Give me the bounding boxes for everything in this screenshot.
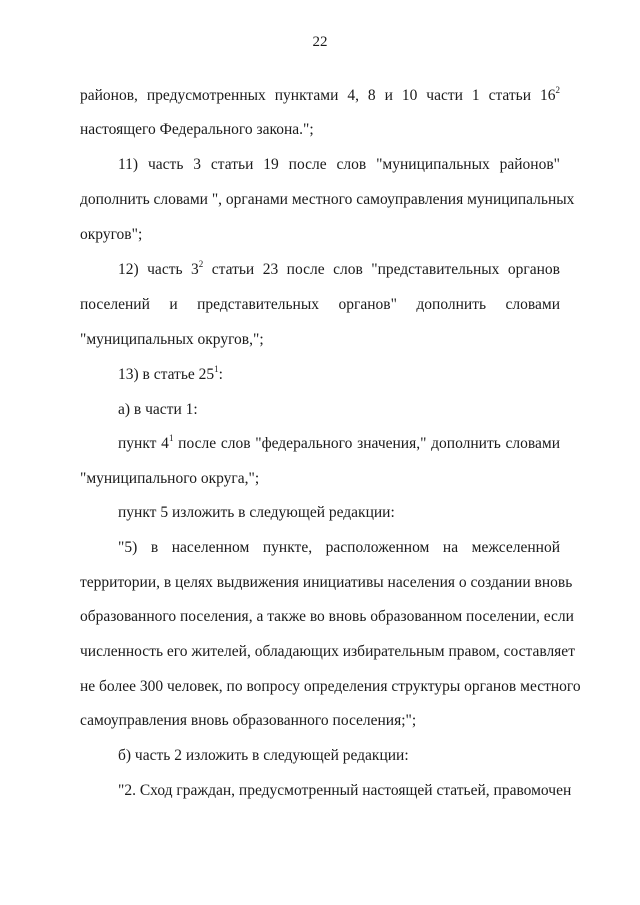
text-line xyxy=(118,434,560,454)
superscript: 1 xyxy=(214,364,219,374)
text-line-content: 12) часть 3 xyxy=(118,261,199,278)
text-line: б) часть 2 изложить в следующей редакции: xyxy=(118,747,409,764)
text-line: не более 300 человек, по вопросу определения структуры органов местного xyxy=(80,678,581,695)
text-line: дополнить словами ", органами местного самоуправления муниципальных xyxy=(80,191,575,208)
text-line xyxy=(118,365,560,385)
text-line: численность его жителей, обладающих избирательным правом, составляет xyxy=(80,643,575,660)
text-line xyxy=(80,86,560,106)
text-line: "5) в населенном пункте, расположенном на межселенной xyxy=(118,539,560,556)
superscript: 1 xyxy=(168,433,174,443)
superscript: 2 xyxy=(198,259,204,269)
text-line: образованного поселения, а также во вновь образованном поселении, если xyxy=(80,608,574,625)
text-line-content: пункт 4 xyxy=(118,435,169,452)
text-line: самоуправления вновь образованного поселения;"; xyxy=(80,712,417,729)
text-line-content: 13) в статье 25 xyxy=(118,366,215,383)
text-line: 11) часть 3 статьи 19 после слов "муниципальных районов" xyxy=(118,156,560,173)
text-line: территории, в целях выдвижения инициативы населения о создании вновь xyxy=(80,574,573,591)
text-line-content: статьи 23 после слов "представительных органов xyxy=(203,261,561,278)
text-line xyxy=(118,260,560,280)
text-line-content: районов, предусмотренных пунктами 4, 8 и 10 части 1 статьи 16 xyxy=(80,87,556,104)
text-line: а) в части 1: xyxy=(118,401,198,418)
text-line-content: : xyxy=(218,366,223,383)
text-line: настоящего Федерального закона."; xyxy=(80,121,314,138)
text-line: поселений и представительных органов" дополнить словами xyxy=(80,296,560,313)
text-line: пункт 5 изложить в следующей редакции: xyxy=(118,504,395,521)
text-line-content: после слов "федерального значения," дополнить словами xyxy=(173,435,560,452)
text-line: "муниципального округа,"; xyxy=(80,470,260,487)
text-line: "муниципальных округов,"; xyxy=(80,331,264,348)
text-line: округов"; xyxy=(80,226,143,243)
page-number: 22 xyxy=(312,34,328,50)
superscript: 2 xyxy=(555,85,560,95)
text-line: "2. Сход граждан, предусмотренный настоящей статьей, правомочен xyxy=(118,782,572,799)
